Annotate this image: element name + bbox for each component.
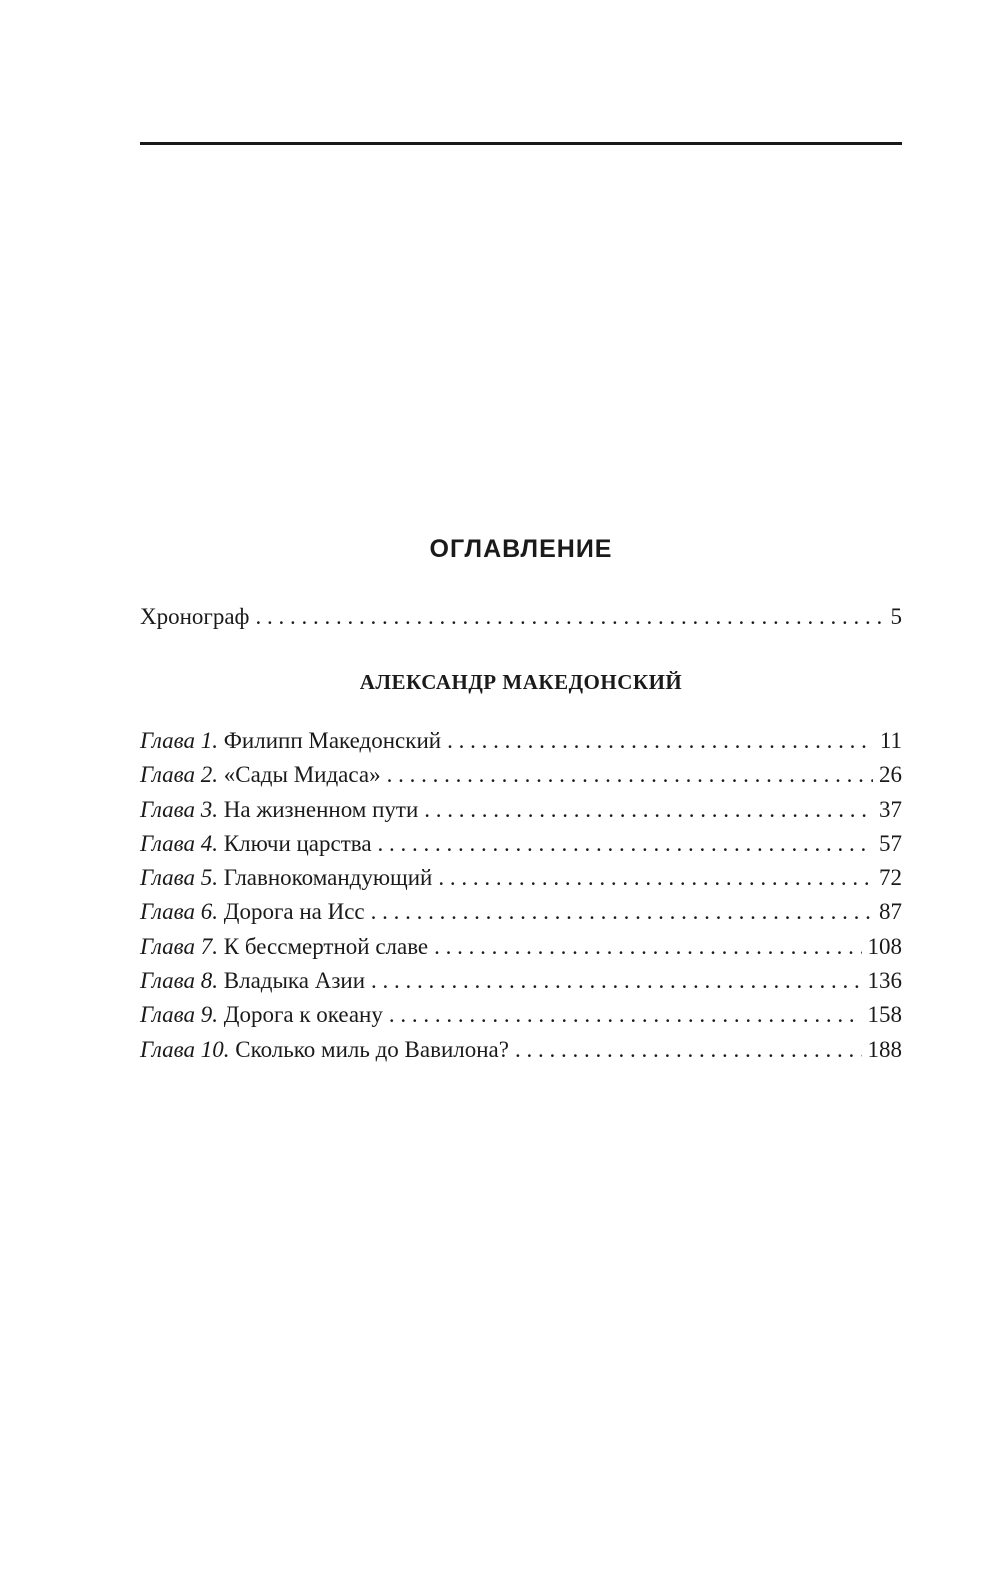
toc-entry-chapter-1[interactable] [140, 726, 902, 756]
chapter-page: 108 [867, 934, 902, 959]
header-rule [140, 142, 902, 145]
chapter-label: Глава 8. [140, 968, 218, 993]
chapter-title: Ключи царства [223, 831, 372, 856]
chapter-label: Глава 5. [140, 865, 218, 890]
chapter-page: 136 [867, 968, 902, 993]
toc-entry-preface[interactable] [140, 602, 902, 632]
chapter-label: Глава 1. [140, 728, 218, 753]
chapter-label: Глава 3. [140, 797, 218, 822]
chapter-label: Глава 2. [140, 762, 218, 787]
toc-entry-chapter-6[interactable] [140, 897, 902, 927]
chapter-title: Главнокомандующий [223, 865, 433, 890]
chapter-title: Владыка Азии [223, 968, 366, 993]
leader-dots [447, 726, 874, 756]
toc-entry-chapter-5[interactable] [140, 863, 902, 893]
leader-dots [389, 1000, 862, 1030]
chapter-title: Филипп Македонский [223, 728, 442, 753]
section-title: АЛЕКСАНДР МАКЕДОНСКИЙ [359, 670, 683, 694]
chapter-title: К бессмертной славе [223, 934, 429, 959]
toc-entry-chapter-10[interactable] [140, 1035, 902, 1065]
chapter-title: Дорога на Исс [223, 899, 365, 924]
leader-dots [424, 795, 873, 825]
chapter-label: Глава 9. [140, 1002, 218, 1027]
toc-entry-chapter-4[interactable] [140, 829, 902, 859]
toc-heading: ОГЛАВЛЕНИЕ [429, 535, 613, 563]
toc-entry-chapter-2[interactable] [140, 760, 902, 790]
chapter-page: 11 [879, 728, 902, 753]
chapter-title: На жизненном пути [223, 797, 419, 822]
chapter-page: 37 [879, 797, 902, 822]
chapter-page: 72 [879, 865, 902, 890]
chapter-label: Глава 6. [140, 899, 218, 924]
chapter-title: Дорога к океану [223, 1002, 383, 1027]
leader-dots [378, 829, 873, 859]
leader-dots [255, 602, 884, 632]
chapter-page: 188 [867, 1037, 902, 1062]
chapter-page: 26 [879, 762, 902, 787]
toc-entry-chapter-9[interactable] [140, 1000, 902, 1030]
toc-entry-title: Хронограф [140, 604, 250, 629]
leader-dots [371, 897, 873, 927]
leader-dots [438, 863, 873, 893]
toc-entry-chapter-3[interactable] [140, 795, 902, 825]
toc-entry-page: 5 [890, 604, 902, 629]
leader-dots [387, 760, 873, 790]
chapter-label: Глава 7. [140, 934, 218, 959]
leader-dots [515, 1035, 862, 1065]
chapter-page: 87 [879, 899, 902, 924]
chapter-label: Глава 4. [140, 831, 218, 856]
chapter-page: 158 [867, 1002, 902, 1027]
chapter-title: Сколько миль до Вавилона? [235, 1037, 509, 1062]
leader-dots [434, 932, 861, 962]
chapter-label: Глава 10. [140, 1037, 230, 1062]
chapter-page: 57 [879, 831, 902, 856]
leader-dots [371, 966, 861, 996]
chapter-title: «Сады Мидаса» [223, 762, 381, 787]
toc-entry-chapter-8[interactable] [140, 966, 902, 996]
toc-entry-chapter-7[interactable] [140, 932, 902, 962]
